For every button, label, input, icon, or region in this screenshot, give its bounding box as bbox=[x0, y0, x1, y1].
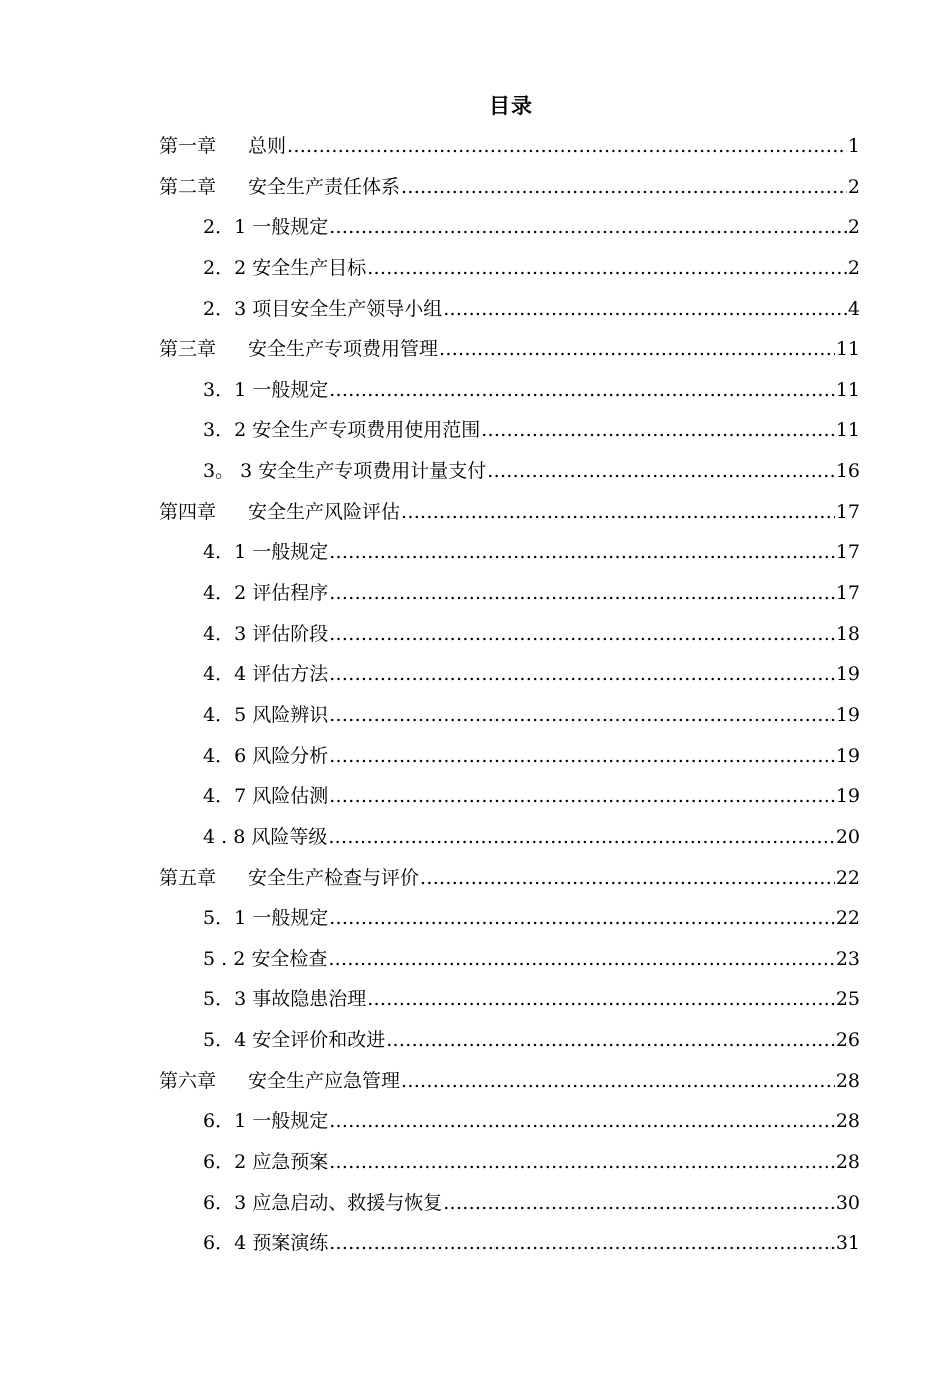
toc-section-entry[interactable] bbox=[159, 1183, 860, 1224]
toc-dot-leader bbox=[329, 532, 835, 573]
toc-page-number: 2 bbox=[847, 175, 860, 198]
toc-entry-label bbox=[159, 167, 400, 208]
toc-dot-leader bbox=[443, 1183, 835, 1224]
toc-page-number: 19 bbox=[835, 663, 860, 686]
table-of-contents bbox=[159, 126, 860, 1264]
toc-chapter-number: 第二章 bbox=[159, 175, 217, 198]
toc-entry-label bbox=[203, 207, 328, 248]
toc-chapter-entry[interactable] bbox=[159, 1061, 860, 1102]
toc-page-number: 17 bbox=[835, 582, 860, 605]
toc-dot-leader bbox=[329, 736, 835, 777]
toc-dot-leader bbox=[401, 1061, 835, 1102]
toc-entry-label bbox=[203, 532, 328, 573]
toc-section-entry[interactable] bbox=[159, 776, 860, 817]
toc-entry-text: 安全生产应急管理 bbox=[248, 1069, 401, 1092]
toc-entry-label bbox=[203, 939, 327, 980]
toc-dot-leader bbox=[329, 614, 835, 655]
toc-page-number: 17 bbox=[835, 541, 860, 564]
toc-entry-label bbox=[203, 695, 328, 736]
toc-chapter-number: 第五章 bbox=[159, 866, 217, 889]
toc-dot-leader bbox=[328, 817, 834, 858]
toc-dot-leader bbox=[481, 410, 835, 451]
toc-entry-label bbox=[203, 1183, 442, 1224]
toc-entry-label bbox=[203, 1142, 328, 1183]
toc-entry-text: 4．3 评估阶段 bbox=[203, 622, 329, 645]
toc-dot-leader bbox=[329, 654, 835, 695]
toc-section-entry[interactable] bbox=[159, 410, 860, 451]
toc-section-entry[interactable] bbox=[159, 1223, 860, 1264]
toc-entry-text: 3．1 一般规定 bbox=[203, 378, 329, 401]
toc-dot-leader bbox=[401, 492, 835, 533]
toc-entry-label bbox=[203, 1101, 328, 1142]
toc-entry-text: 2．3 项目安全生产领导小组 bbox=[203, 297, 443, 320]
toc-section-entry[interactable] bbox=[159, 289, 860, 330]
toc-entry-text: 4．2 评估程序 bbox=[203, 582, 329, 605]
toc-dot-leader bbox=[401, 167, 847, 208]
toc-entry-text: 5．3 事故隐患治理 bbox=[203, 988, 367, 1011]
toc-dot-leader bbox=[329, 207, 847, 248]
toc-entry-text: 6．4 预案演练 bbox=[203, 1232, 329, 1255]
toc-page-number: 19 bbox=[835, 703, 860, 726]
toc-entry-label bbox=[203, 573, 328, 614]
toc-page-number: 28 bbox=[835, 1110, 860, 1133]
toc-dot-leader bbox=[329, 1142, 835, 1183]
toc-dot-leader bbox=[367, 248, 847, 289]
toc-page-number: 20 bbox=[835, 825, 860, 848]
toc-dot-leader bbox=[287, 126, 847, 167]
toc-entry-label bbox=[203, 289, 442, 330]
toc-page-number: 28 bbox=[835, 1069, 860, 1092]
toc-page-number: 2 bbox=[847, 216, 860, 239]
toc-entry-label bbox=[203, 979, 366, 1020]
toc-page-number: 25 bbox=[835, 988, 860, 1011]
toc-page-number: 17 bbox=[835, 500, 860, 523]
toc-chapter-number: 第四章 bbox=[159, 500, 217, 523]
toc-entry-text: 总则 bbox=[248, 135, 287, 157]
toc-section-entry[interactable] bbox=[159, 207, 860, 248]
toc-section-entry[interactable] bbox=[159, 451, 860, 492]
toc-entry-text: 5．1 一般规定 bbox=[203, 907, 329, 930]
toc-entry-text: 3．2 安全生产专项费用使用范围 bbox=[203, 419, 481, 442]
toc-entry-text: 6．1 一般规定 bbox=[203, 1110, 329, 1133]
toc-entry-text: 4．5 风险辨识 bbox=[203, 703, 329, 726]
toc-chapter-entry[interactable] bbox=[159, 167, 860, 208]
toc-entry-label bbox=[203, 614, 328, 655]
toc-page-number: 19 bbox=[835, 744, 860, 767]
toc-page-number: 31 bbox=[835, 1232, 860, 1255]
toc-entry-text: 4 . 8 风险等级 bbox=[203, 825, 328, 848]
toc-entry-label bbox=[203, 1223, 328, 1264]
toc-entry-text: 2．1 一般规定 bbox=[203, 216, 329, 239]
toc-page-number: 28 bbox=[835, 1151, 860, 1174]
toc-page-number: 11 bbox=[835, 378, 860, 401]
toc-chapter-entry[interactable] bbox=[159, 492, 860, 533]
toc-dot-leader bbox=[329, 776, 835, 817]
toc-chapter-number: 第六章 bbox=[159, 1069, 217, 1092]
toc-entry-text: 6．3 应急启动、救援与恢复 bbox=[203, 1191, 443, 1214]
toc-page-number: 22 bbox=[835, 907, 860, 930]
toc-section-entry[interactable] bbox=[159, 1020, 860, 1061]
toc-entry-text: 4．4 评估方法 bbox=[203, 663, 329, 686]
toc-entry-label bbox=[203, 776, 328, 817]
toc-section-entry[interactable] bbox=[159, 817, 860, 858]
toc-entry-label bbox=[203, 370, 328, 411]
toc-section-entry[interactable] bbox=[159, 1101, 860, 1142]
toc-section-entry[interactable] bbox=[159, 979, 860, 1020]
toc-page-number: 18 bbox=[835, 622, 860, 645]
toc-section-entry[interactable] bbox=[159, 532, 860, 573]
toc-entry-text: 4．6 风险分析 bbox=[203, 744, 329, 767]
toc-chapter-entry[interactable] bbox=[159, 126, 860, 167]
toc-entry-label bbox=[203, 1020, 385, 1061]
toc-page-number: 11 bbox=[835, 419, 860, 442]
toc-dot-leader bbox=[386, 1020, 835, 1061]
toc-entry-label bbox=[203, 451, 486, 492]
toc-entry-text: 2．2 安全生产目标 bbox=[203, 256, 367, 279]
toc-section-entry[interactable] bbox=[159, 573, 860, 614]
toc-section-entry[interactable] bbox=[159, 939, 860, 980]
toc-page-number: 22 bbox=[835, 866, 860, 889]
toc-entry-text: 4．1 一般规定 bbox=[203, 541, 329, 564]
toc-entry-text: 3。 3 安全生产专项费用计量支付 bbox=[203, 460, 487, 483]
toc-entry-text: 5．4 安全评价和改进 bbox=[203, 1029, 386, 1052]
toc-dot-leader bbox=[443, 289, 847, 330]
toc-dot-leader bbox=[329, 573, 835, 614]
toc-chapter-number: 第三章 bbox=[159, 338, 217, 361]
toc-entry-text: 安全生产专项费用管理 bbox=[248, 338, 439, 361]
toc-entry-label bbox=[159, 126, 286, 167]
toc-page-number: 16 bbox=[835, 460, 860, 483]
toc-section-entry[interactable] bbox=[159, 248, 860, 289]
toc-section-entry[interactable] bbox=[159, 370, 860, 411]
toc-entry-label bbox=[159, 329, 438, 370]
toc-dot-leader bbox=[329, 695, 835, 736]
toc-chapter-entry[interactable] bbox=[159, 858, 860, 899]
toc-dot-leader bbox=[487, 451, 835, 492]
toc-entry-label bbox=[159, 858, 419, 899]
toc-entry-text: 6．2 应急预案 bbox=[203, 1151, 329, 1174]
toc-dot-leader bbox=[329, 1223, 835, 1264]
toc-dot-leader bbox=[329, 1101, 835, 1142]
toc-page-number: 11 bbox=[835, 338, 860, 361]
toc-section-entry[interactable] bbox=[159, 695, 860, 736]
toc-section-entry[interactable] bbox=[159, 654, 860, 695]
toc-section-entry[interactable] bbox=[159, 898, 860, 939]
toc-title: 目录 bbox=[489, 93, 533, 118]
toc-entry-text: 5 . 2 安全检查 bbox=[203, 947, 328, 970]
toc-entry-text: 安全生产风险评估 bbox=[248, 500, 401, 523]
toc-page-number: 4 bbox=[847, 297, 860, 320]
toc-entry-label bbox=[203, 898, 328, 939]
toc-entry-label bbox=[203, 654, 328, 695]
toc-entry-label bbox=[203, 410, 480, 451]
toc-entry-label bbox=[159, 1061, 400, 1102]
toc-page-number: 1 bbox=[847, 135, 860, 157]
toc-dot-leader bbox=[329, 898, 835, 939]
toc-dot-leader bbox=[439, 329, 835, 370]
toc-dot-leader bbox=[329, 370, 835, 411]
toc-section-entry[interactable] bbox=[159, 614, 860, 655]
toc-page-number: 19 bbox=[835, 785, 860, 808]
toc-section-entry[interactable] bbox=[159, 736, 860, 777]
toc-entry-label bbox=[203, 736, 328, 777]
toc-section-entry[interactable] bbox=[159, 1142, 860, 1183]
toc-entry-text: 安全生产检查与评价 bbox=[248, 866, 420, 889]
toc-entry-text: 4．7 风险估测 bbox=[203, 785, 329, 808]
toc-page-number: 26 bbox=[835, 1029, 860, 1052]
toc-dot-leader bbox=[420, 858, 835, 899]
toc-page-number: 23 bbox=[835, 947, 860, 970]
toc-entry-label bbox=[203, 817, 327, 858]
toc-dot-leader bbox=[367, 979, 835, 1020]
toc-dot-leader bbox=[328, 939, 834, 980]
toc-page-number: 30 bbox=[835, 1191, 860, 1214]
toc-entry-label bbox=[203, 248, 366, 289]
toc-chapter-entry[interactable] bbox=[159, 329, 860, 370]
toc-chapter-number: 第一章 bbox=[159, 135, 217, 157]
toc-entry-text: 安全生产责任体系 bbox=[248, 175, 401, 198]
toc-entry-label bbox=[159, 492, 400, 533]
toc-page-number: 2 bbox=[847, 256, 860, 279]
